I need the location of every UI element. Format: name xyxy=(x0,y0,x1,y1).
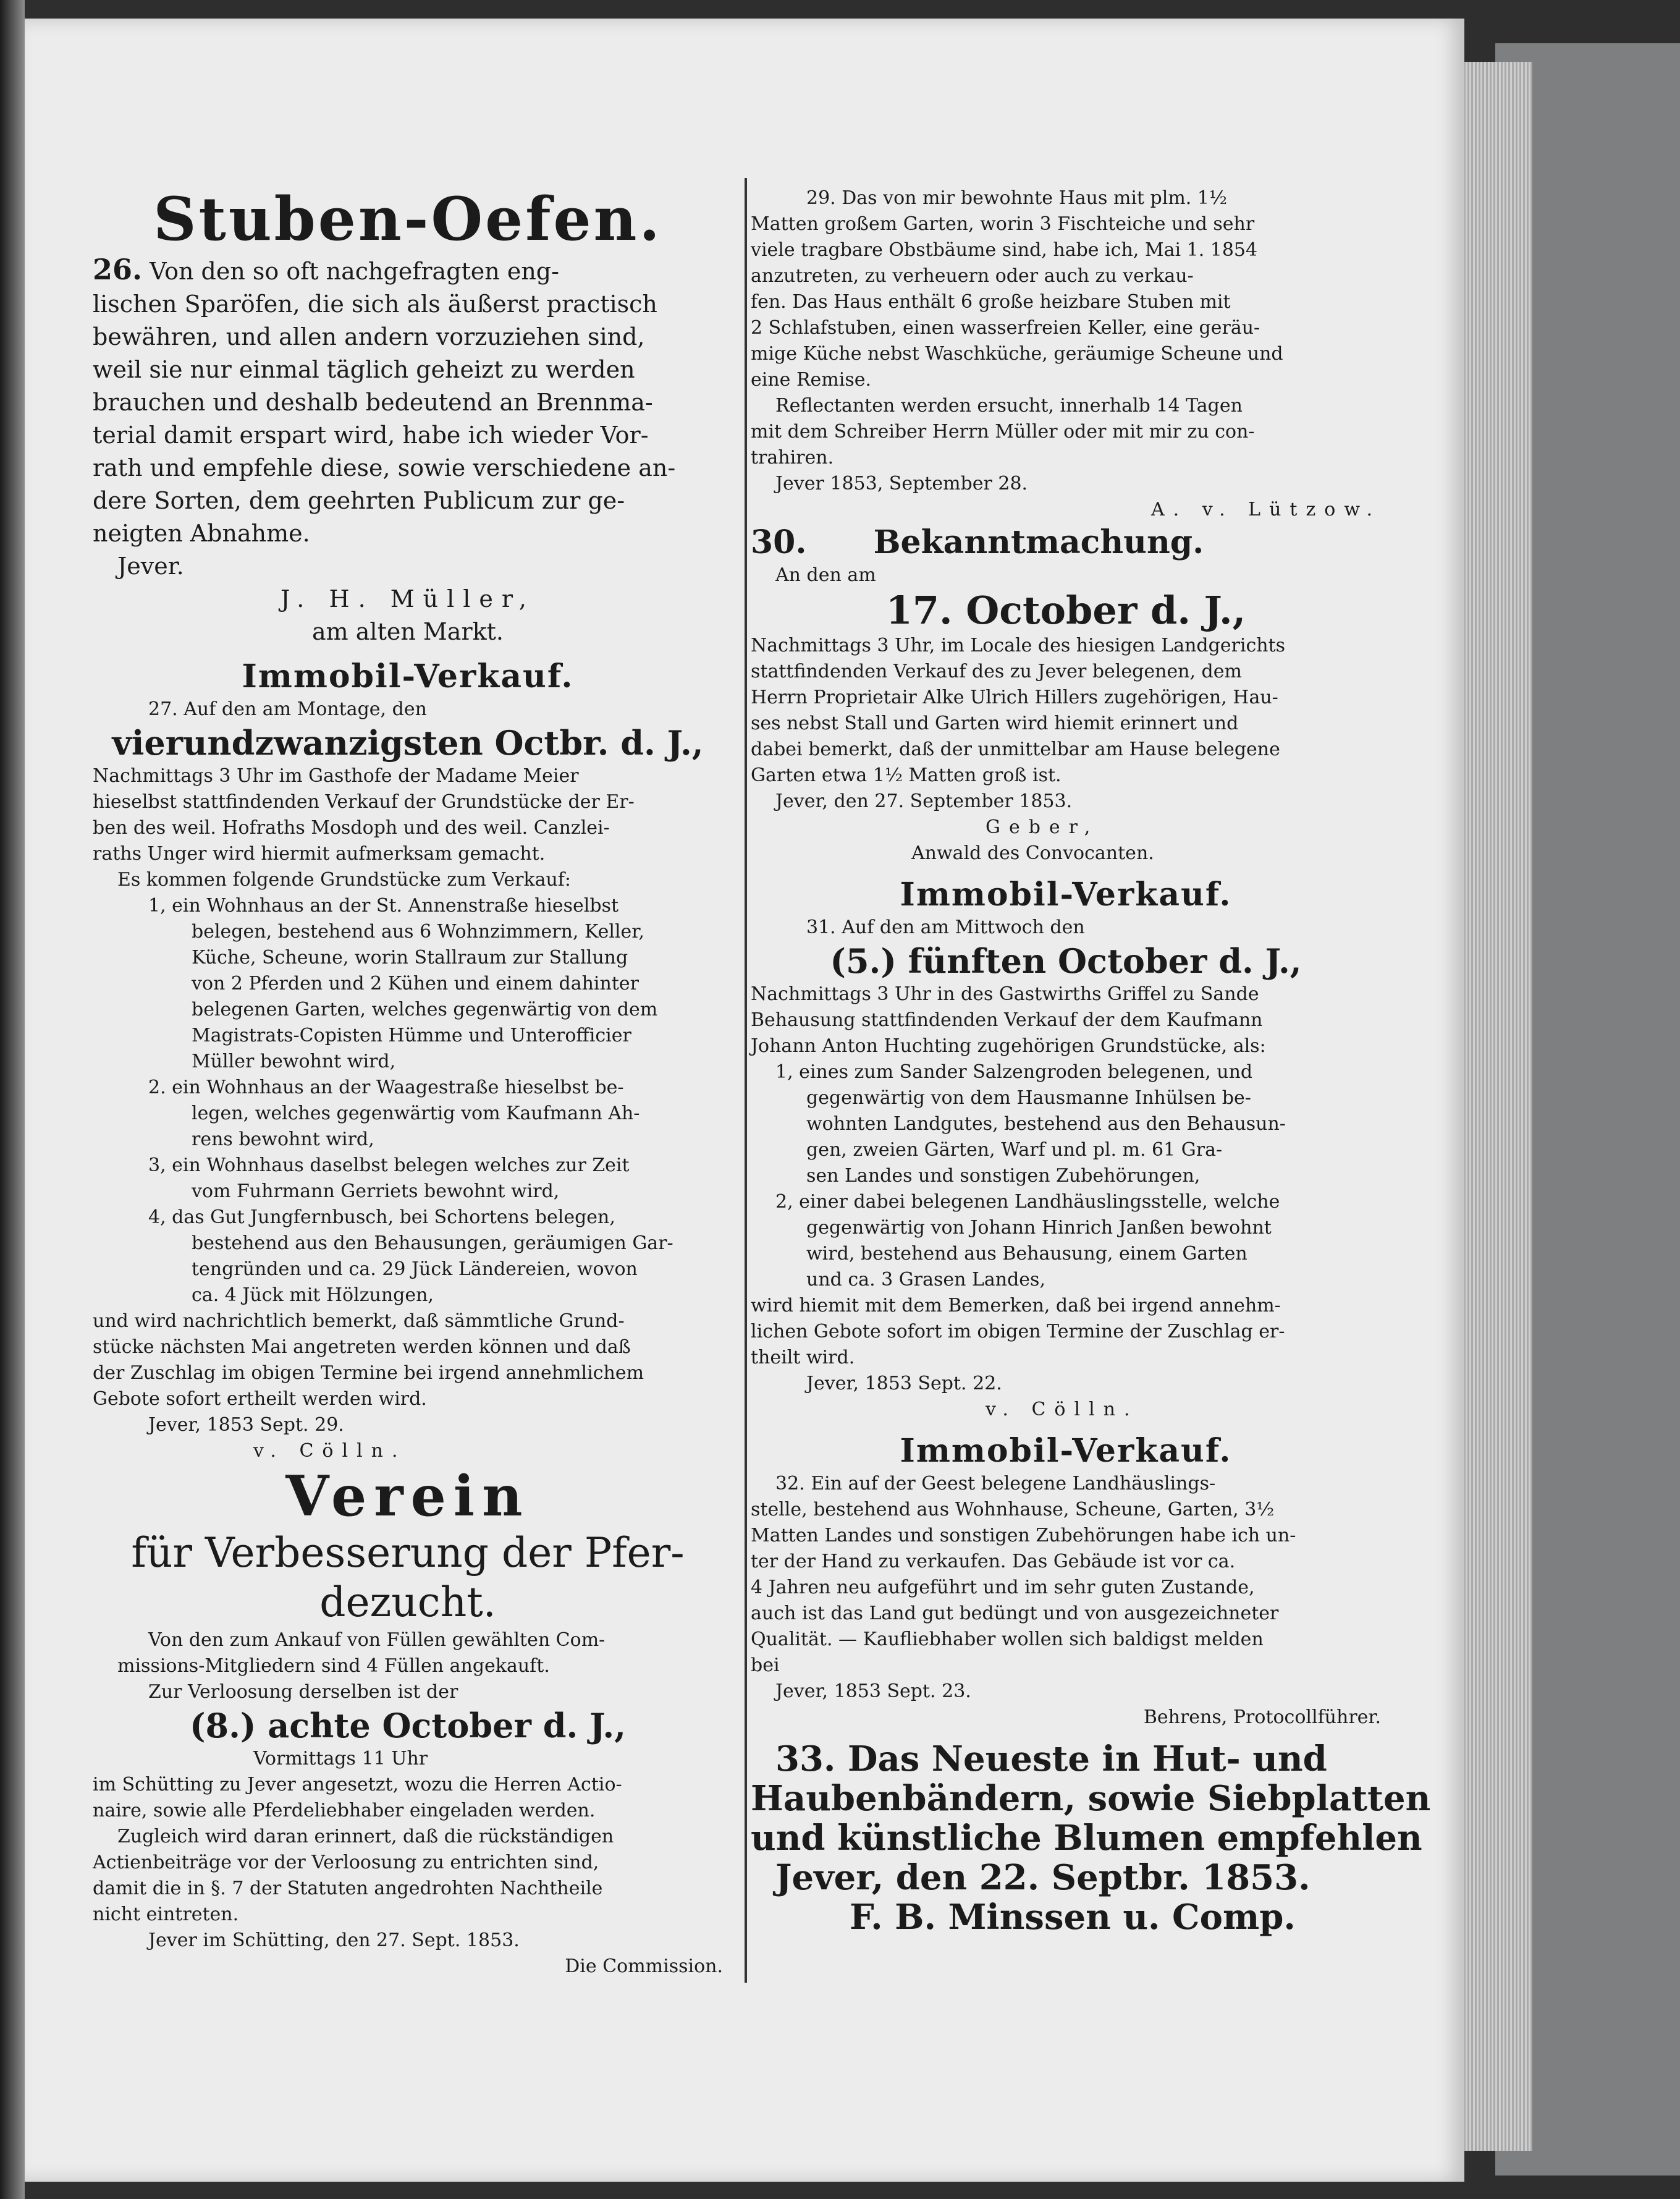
ad-text-line: raths Unger wird hiermit aufmerksam gemacht. xyxy=(93,843,546,865)
ad-text-line: 3, ein Wohnhaus daselbst belegen welches zur Zeit xyxy=(148,1155,630,1176)
ad-text-line: Magistrats-Copisten Hümme und Unterofficier xyxy=(192,1025,631,1046)
ad-text-line: ter der Hand zu verkaufen. Das Gebäude ist vor ca. xyxy=(751,1551,1236,1572)
ad-text-line: ca. 4 Jück mit Hölzungen, xyxy=(192,1284,434,1306)
ad-text-line: bestehend aus den Behausungen, geräumigen Gar- xyxy=(192,1232,673,1254)
ad-text-line: anzutreten, zu verheuern oder auch zu verkau- xyxy=(751,265,1194,287)
ad-text-line: 29. Das von mir bewohnte Haus mit plm. 1½ xyxy=(806,187,1228,209)
ad-signer: Geber, xyxy=(986,816,1099,838)
ad-text-line: dabei bemerkt, daß der unmittelbar am Hause belegene xyxy=(751,739,1280,760)
ad-text-line: mige Küche nebst Waschküche, geräumige Scheune und xyxy=(751,343,1283,365)
ad-dateline: Jever, 1853 Sept. 29. xyxy=(148,1414,344,1436)
ad-text-line: 1, eines zum Sander Salzengroden belegenen, und xyxy=(775,1061,1253,1083)
ad-text-line: wird hiemit mit dem Bemerken, daß bei irgend annehm- xyxy=(751,1295,1281,1316)
ad-place: Jever. xyxy=(117,553,184,580)
ad-signer: A. v. Lützow. xyxy=(1150,499,1381,520)
ad-text-line: wohnten Landgutes, bestehend aus den Behausun- xyxy=(806,1113,1286,1135)
ad-text-line: terial damit erspart wird, habe ich wieder Vor- xyxy=(93,422,649,449)
ad-text-line: missions-Mitgliedern sind 4 Füllen angekauft. xyxy=(117,1655,550,1677)
ad-text-line: 2 Schlafstuben, einen wasserfreien Keller, eine geräu- xyxy=(751,317,1260,339)
ad-text-line: Behausung stattfindenden Verkauf der dem Kaufmann xyxy=(751,1009,1263,1031)
ad-title: Bekanntmachung. xyxy=(873,523,1204,561)
ad-text-line: Nachmittags 3 Uhr im Gasthofe der Madame Meier xyxy=(93,765,579,787)
ad-text-line: weil sie nur einmal täglich geheizt zu werden xyxy=(93,356,635,383)
ad-date-heading: (8.) achte October d. J., xyxy=(189,1706,627,1745)
ad-text-line: Zugleich wird daran erinnert, daß die rückständigen xyxy=(117,1826,614,1847)
ad-text-line: ben des weil. Hofraths Mosdoph und des weil. Canzlei- xyxy=(93,817,610,839)
ad-text-line: fen. Das Haus enthält 6 große heizbare Stuben mit xyxy=(751,291,1231,313)
ad-text-line: naire, sowie alle Pferdeliebhaber eingeladen werden. xyxy=(93,1800,596,1821)
ad-text-line: legen, welches gegenwärtig vom Kaufmann Ah- xyxy=(192,1103,640,1124)
ad-text-line: 1, ein Wohnhaus an der St. Annenstraße hieselbst xyxy=(148,895,619,917)
left-page-edge xyxy=(0,0,25,2199)
ad-text-line: Gebote sofort ertheilt werden wird. xyxy=(93,1388,427,1410)
ad-signer: Die Commission. xyxy=(565,1955,723,1977)
ad-text-line: und wird nachrichtlich bemerkt, daß sämmtliche Grund- xyxy=(93,1310,625,1332)
ad-text-line: im Schütting zu Jever angesetzt, wozu die Herren Actio- xyxy=(93,1774,622,1795)
ad-text-line: Von den zum Ankauf von Füllen gewählten Com- xyxy=(148,1629,606,1651)
ad-text-line: Actienbeiträge vor der Verloosung zu entrichten sind, xyxy=(93,1852,599,1873)
ad-text-line: gegenwärtig von Johann Hinrich Janßen bewohnt xyxy=(806,1217,1272,1239)
right-column xyxy=(751,185,1431,1938)
ad-immobil-32 xyxy=(751,1431,1381,1731)
ad-text-line: trahiren. xyxy=(751,447,834,468)
ad-text-line: Küche, Scheune, worin Stallraum zur Stallung xyxy=(192,947,628,968)
newspaper-page xyxy=(25,19,1464,2182)
ad-signer-sub: Anwald des Convocanten. xyxy=(911,842,1154,864)
ad-text-line: neigten Abnahme. xyxy=(93,520,310,547)
ad-text-line: dere Sorten, dem geehrten Publicum zur ge- xyxy=(93,487,625,514)
ad-text-line: Herrn Proprietair Alke Ulrich Hillers zugehörigen, Hau- xyxy=(751,687,1278,708)
ad-text-line: theilt wird. xyxy=(751,1347,855,1368)
ad-number: 30. xyxy=(751,523,807,561)
column-rule xyxy=(745,178,747,1983)
ad-text-line: viele tragbare Obstbäume sind, habe ich, Mai 1. 1854 xyxy=(751,239,1258,261)
ad-title-line: für Verbesserung der Pfer- xyxy=(131,1529,685,1577)
ad-text-line: Matten Landes und sonstigen Zubehörungen habe ich un- xyxy=(751,1525,1296,1546)
ad-text-line: 4, das Gut Jungfernbusch, bei Schortens belegen, xyxy=(148,1206,615,1228)
ad-text-line: auch ist das Land gut bedüngt und von ausgezeichneter xyxy=(751,1603,1279,1624)
ad-intro: 31. Auf den am Mittwoch den xyxy=(806,917,1085,938)
ad-immobil-31 xyxy=(751,875,1381,1423)
ad-intro: 27. Auf den am Montage, den xyxy=(148,698,427,720)
ad-text-line: wird, bestehend aus Behausung, einem Garten xyxy=(806,1243,1247,1265)
ad-neueste-33 xyxy=(751,1739,1431,1938)
ad-text-line: sen Landes und sonstigen Zubehörungen, xyxy=(806,1165,1201,1187)
ad-text-line: rath und empfehle diese, sowie verschiedene an- xyxy=(93,454,676,481)
ad-text-line: belegen, bestehend aus 6 Wohnzimmern, Keller, xyxy=(192,921,644,943)
ad-text-line xyxy=(93,253,723,288)
ad-dateline: Jever, 1853 Sept. 23. xyxy=(775,1680,971,1702)
ad-verein xyxy=(93,1464,723,1980)
ad-signer: J. H. Müller, xyxy=(281,585,535,612)
ad-dateline: Jever, 1853 Sept. 22. xyxy=(806,1373,1002,1394)
ad-date-heading: vierundzwanzigsten Octbr. d. J., xyxy=(112,723,704,763)
ad-text-line: der Zuschlag im obigen Termine bei irgend annehmlichem xyxy=(93,1362,644,1384)
ad-text-line: von 2 Pferden und 2 Kühen und einem dahinter xyxy=(192,973,639,994)
ad-text-line: 32. Ein auf der Geest belegene Landhäuslings- xyxy=(775,1473,1216,1494)
ad-text-line: Garten etwa 1½ Matten groß ist. xyxy=(751,765,1062,786)
ad-text-line: mit dem Schreiber Herrn Müller oder mit mir zu con- xyxy=(751,421,1255,443)
ad-title: Stuben-Oefen. xyxy=(153,184,662,254)
ad-bekanntmachung-30 xyxy=(751,523,1381,866)
ad-text-line: rens bewohnt wird, xyxy=(192,1129,374,1150)
ad-text-line: bewähren, und allen andern vorzuziehen sind, xyxy=(93,323,645,350)
ad-text-line: Zur Verloosung derselben ist der xyxy=(148,1681,458,1703)
ad-text-line: hieselbst stattfindenden Verkauf der Grundstücke der Er- xyxy=(93,791,635,813)
ad-text-line: und künstliche Blumen empfehlen xyxy=(751,1818,1422,1858)
ad-signer: v. Cölln. xyxy=(986,1399,1139,1420)
ad-text-line: damit die in §. 7 der Statuten angedrohten Nachtheile xyxy=(93,1878,603,1899)
left-column xyxy=(93,185,723,1980)
ad-title-line: dezucht. xyxy=(319,1578,496,1626)
ad-text-line: Qualität. — Kaufliebhaber wollen sich baldigst melden xyxy=(751,1629,1264,1650)
ad-intro: An den am xyxy=(775,564,876,586)
ad-text-line: Nachmittags 3 Uhr in des Gastwirths Griffel zu Sande xyxy=(751,983,1259,1005)
ad-text-line: bei xyxy=(751,1655,780,1676)
ad-text-line: nicht eintreten. xyxy=(93,1904,239,1925)
ad-text-line: Jever, den 22. Septbr. 1853. xyxy=(775,1857,1311,1898)
ad-dateline: Jever im Schütting, den 27. Sept. 1853. xyxy=(148,1930,520,1951)
ad-title: Immobil-Verkauf. xyxy=(900,1432,1232,1470)
ad-title: Immobil-Verkauf. xyxy=(900,876,1232,913)
ad-text-line: tengründen und ca. 29 Jück Ländereien, wovon xyxy=(192,1258,638,1280)
ad-text-line: stattfindenden Verkauf des zu Jever belegenen, dem xyxy=(751,661,1242,682)
ad-text-line: brauchen und deshalb bedeutend an Brennma- xyxy=(93,389,653,416)
ad-text-line: Haubenbändern, sowie Siebplatten xyxy=(751,1778,1431,1819)
ad-text-line: 4 Jahren neu aufgeführt und im sehr guten Zustande, xyxy=(751,1577,1255,1598)
ad-signer: v. Cölln. xyxy=(253,1440,407,1462)
ad-text-line: 2. ein Wohnhaus an der Waagestraße hieselbst be- xyxy=(148,1077,624,1098)
ad-signer: Behrens, Protocollführer. xyxy=(1143,1706,1381,1728)
ad-text-line: gegenwärtig von dem Hausmanne Inhülsen be- xyxy=(806,1087,1251,1109)
ad-number: 26. xyxy=(93,253,143,286)
ad-date-heading: 17. October d. J., xyxy=(885,588,1246,633)
ad-text-line: eine Remise. xyxy=(751,369,872,391)
ad-text-line: Johann Anton Huchting zugehörigen Grundstücke, als: xyxy=(751,1035,1266,1057)
ad-text-line: Müller bewohnt wird, xyxy=(192,1051,396,1072)
ad-text-line: stelle, bestehend aus Wohnhause, Scheune, Garten, 3½ xyxy=(751,1499,1275,1520)
ad-time: Vormittags 11 Uhr xyxy=(253,1748,428,1769)
ad-haus-29 xyxy=(751,185,1381,523)
ad-text-line: und ca. 3 Grasen Landes, xyxy=(806,1269,1045,1290)
ad-stuben-oefen xyxy=(93,185,723,648)
ad-text-line: Matten großem Garten, worin 3 Fischteiche und sehr xyxy=(751,213,1255,235)
ad-dateline: Jever 1853, September 28. xyxy=(775,473,1028,494)
ad-signer-sub: am alten Markt. xyxy=(312,618,504,645)
ad-text-line: belegenen Garten, welches gegenwärtig von dem xyxy=(192,999,658,1020)
ad-dateline: Jever, den 27. September 1853. xyxy=(775,790,1073,812)
ad-text-line: Nachmittags 3 Uhr, im Locale des hiesigen Landgerichts xyxy=(751,635,1286,656)
ad-text-line: vom Fuhrmann Gerriets bewohnt wird, xyxy=(192,1180,560,1202)
ad-text-line: Reflectanten werden ersucht, innerhalb 14 Tagen xyxy=(775,395,1243,417)
ad-text-line: Von den so oft nachgefragten eng- xyxy=(150,258,559,285)
ad-title: Verein xyxy=(285,1464,530,1529)
ad-text-line: lischen Sparöfen, die sich als äußerst practisch xyxy=(93,290,657,318)
ad-text-line: lichen Gebote sofort im obigen Termine der Zuschlag er- xyxy=(751,1321,1285,1342)
ad-text-line: ses nebst Stall und Garten wird hiemit erinnert und xyxy=(751,713,1239,734)
ad-text-line: 2, einer dabei belegenen Landhäuslingsstelle, welche xyxy=(775,1191,1280,1213)
ad-signer: F. B. Minssen u. Comp. xyxy=(850,1897,1296,1938)
ad-text-line: stücke nächsten Mai angetreten werden können und daß xyxy=(93,1336,631,1358)
ad-immobil-27 xyxy=(93,657,723,1464)
ad-date-heading: (5.) fünften October d. J., xyxy=(830,941,1302,981)
ad-text-line: Es kommen folgende Grundstücke zum Verkauf: xyxy=(117,869,572,891)
ad-text-line: gen, zweien Gärten, Warf und pl. m. 61 Gra- xyxy=(806,1139,1223,1161)
ad-title-row xyxy=(751,523,1381,562)
ad-title: Immobil-Verkauf. xyxy=(242,658,574,695)
ad-text-line: 33. Das Neueste in Hut- und xyxy=(775,1739,1327,1779)
